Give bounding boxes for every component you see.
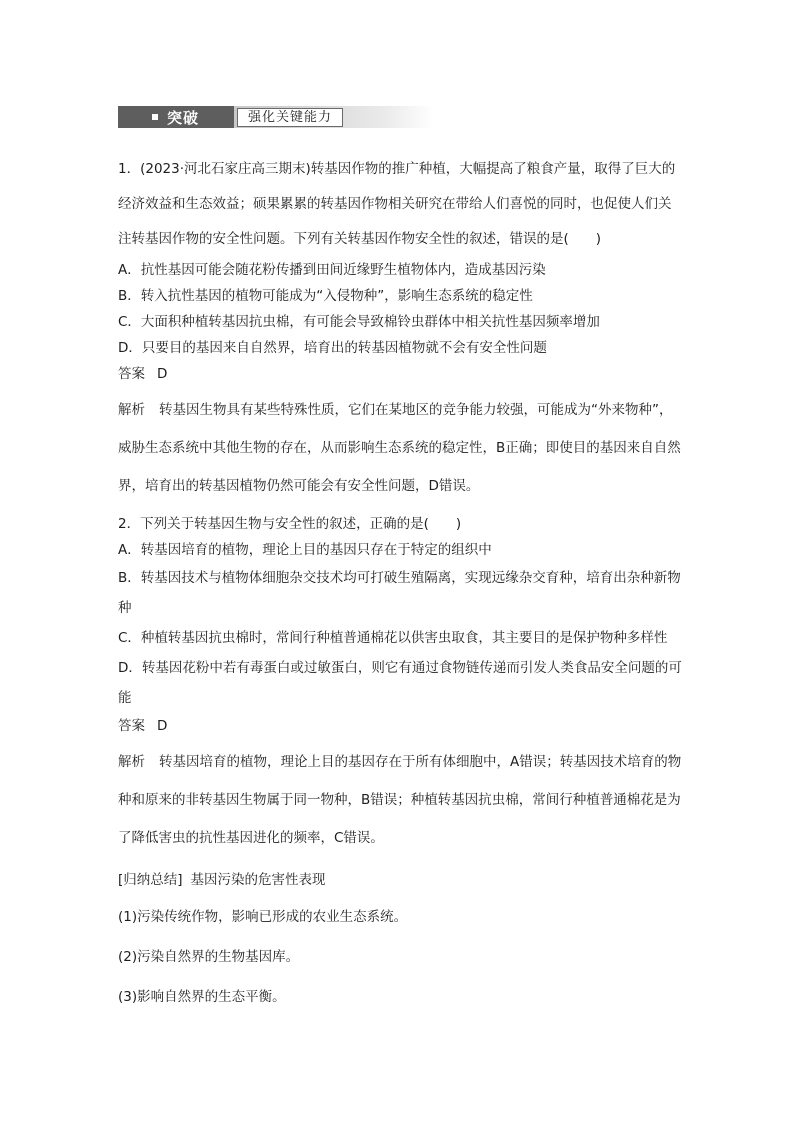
- question-2-option-a: A．转基因培育的植物，理论上目的基因只存在于特定的组织中: [118, 542, 492, 558]
- answer-label: 答案: [118, 366, 145, 382]
- question-2-option-d: D．转基因花粉中若有毒蛋白或过敏蛋白，则它有通过食物链传递而引发人类食品安全问题的可能: [118, 660, 682, 706]
- question-1-option-b: B．转入抗性基因的植物可能成为“入侵物种”，影响生态系统的稳定性: [118, 288, 533, 304]
- question-2-answer: [118, 713, 682, 739]
- section-banner: [118, 106, 434, 128]
- summary-item-2: (2)污染自然界的生物基因库。: [118, 949, 300, 965]
- question-1-stem: 1．(2023·河北石家庄高三期末)转基因作物的推广种植，大幅提高了粮食产量，取得了巨大的经济效益和生态效益；硕果累累的转基因作物相关研究在带给人们喜悦的同时，也促使人们关注转基因作物的安全性问题。下列有关转基因作物安全性的叙述，错误的是( ): [118, 161, 676, 247]
- summary-tag: [归纳总结]: [118, 872, 183, 888]
- summary-box: [118, 863, 682, 1017]
- analysis-text: 转基因生物具有某些特殊性质，它们在某地区的竞争能力较强，可能成为“外来物种”，威胁生态系统中其他生物的存在，从而影响生态系统的稳定性，B正确；即使目的基因来自自然界，培育出的转基因植物仍然可能会有安全性问题，D错误。: [118, 402, 681, 494]
- question-1-option-d: D．只要目的基因来自自然界，培育出的转基因植物就不会有安全性问题: [118, 340, 547, 356]
- question-2-option-b: B．转基因技术与植物体细胞杂交技术均可打破生殖隔离，实现远缘杂交育种，培育出杂种新物种: [118, 570, 681, 616]
- summary-heading: [118, 863, 682, 897]
- analysis-text: 转基因培育的植物，理论上目的基因存在于所有体细胞中，A错误；转基因技术培育的物种和原来的非转基因生物属于同一物种，B错误；种植转基因抗虫棉，常间行种植普通棉花是为了降低害虫的抗性基因进化的频率，C错误。: [118, 754, 682, 846]
- question-1-option-a: A．抗性基因可能会随花粉传播到田间近缘野生植物体内，造成基因污染: [118, 262, 546, 278]
- answer-value: D: [157, 366, 168, 382]
- question-2-stem: 2．下列关于转基因生物与安全性的叙述，正确的是( ): [118, 516, 462, 532]
- question-1-option-c: C．大面积种植转基因抗虫棉，有可能会导致棉铃虫群体中相关抗性基因频率增加: [118, 314, 600, 330]
- question-2-option-c: C．种植转基因抗虫棉时，常间行种植普通棉花以供害虫取食，其主要目的是保护物种多样性: [118, 630, 668, 646]
- square-bullet-icon: [152, 114, 158, 120]
- banner-subtitle: 强化关键能力: [237, 108, 343, 127]
- question-1-analysis: [118, 391, 682, 505]
- analysis-label: 解析: [118, 402, 145, 418]
- summary-item-1: (1)污染传统作物，影响已形成的农业生态系统。: [118, 909, 408, 925]
- summary-item-3: (3)影响自然界的生态平衡。: [118, 989, 286, 1005]
- question-1: [118, 152, 682, 505]
- answer-label: 答案: [118, 718, 145, 734]
- question-2: [118, 511, 682, 857]
- banner-title: 突破: [167, 108, 200, 127]
- question-2-analysis: [118, 743, 682, 857]
- summary-title: 基因污染的危害性表现: [190, 872, 326, 888]
- banner-title-block: [118, 106, 234, 128]
- answer-value: D: [157, 718, 168, 734]
- page-content: [118, 106, 682, 1017]
- analysis-label: 解析: [118, 754, 145, 770]
- question-1-answer: [118, 361, 682, 387]
